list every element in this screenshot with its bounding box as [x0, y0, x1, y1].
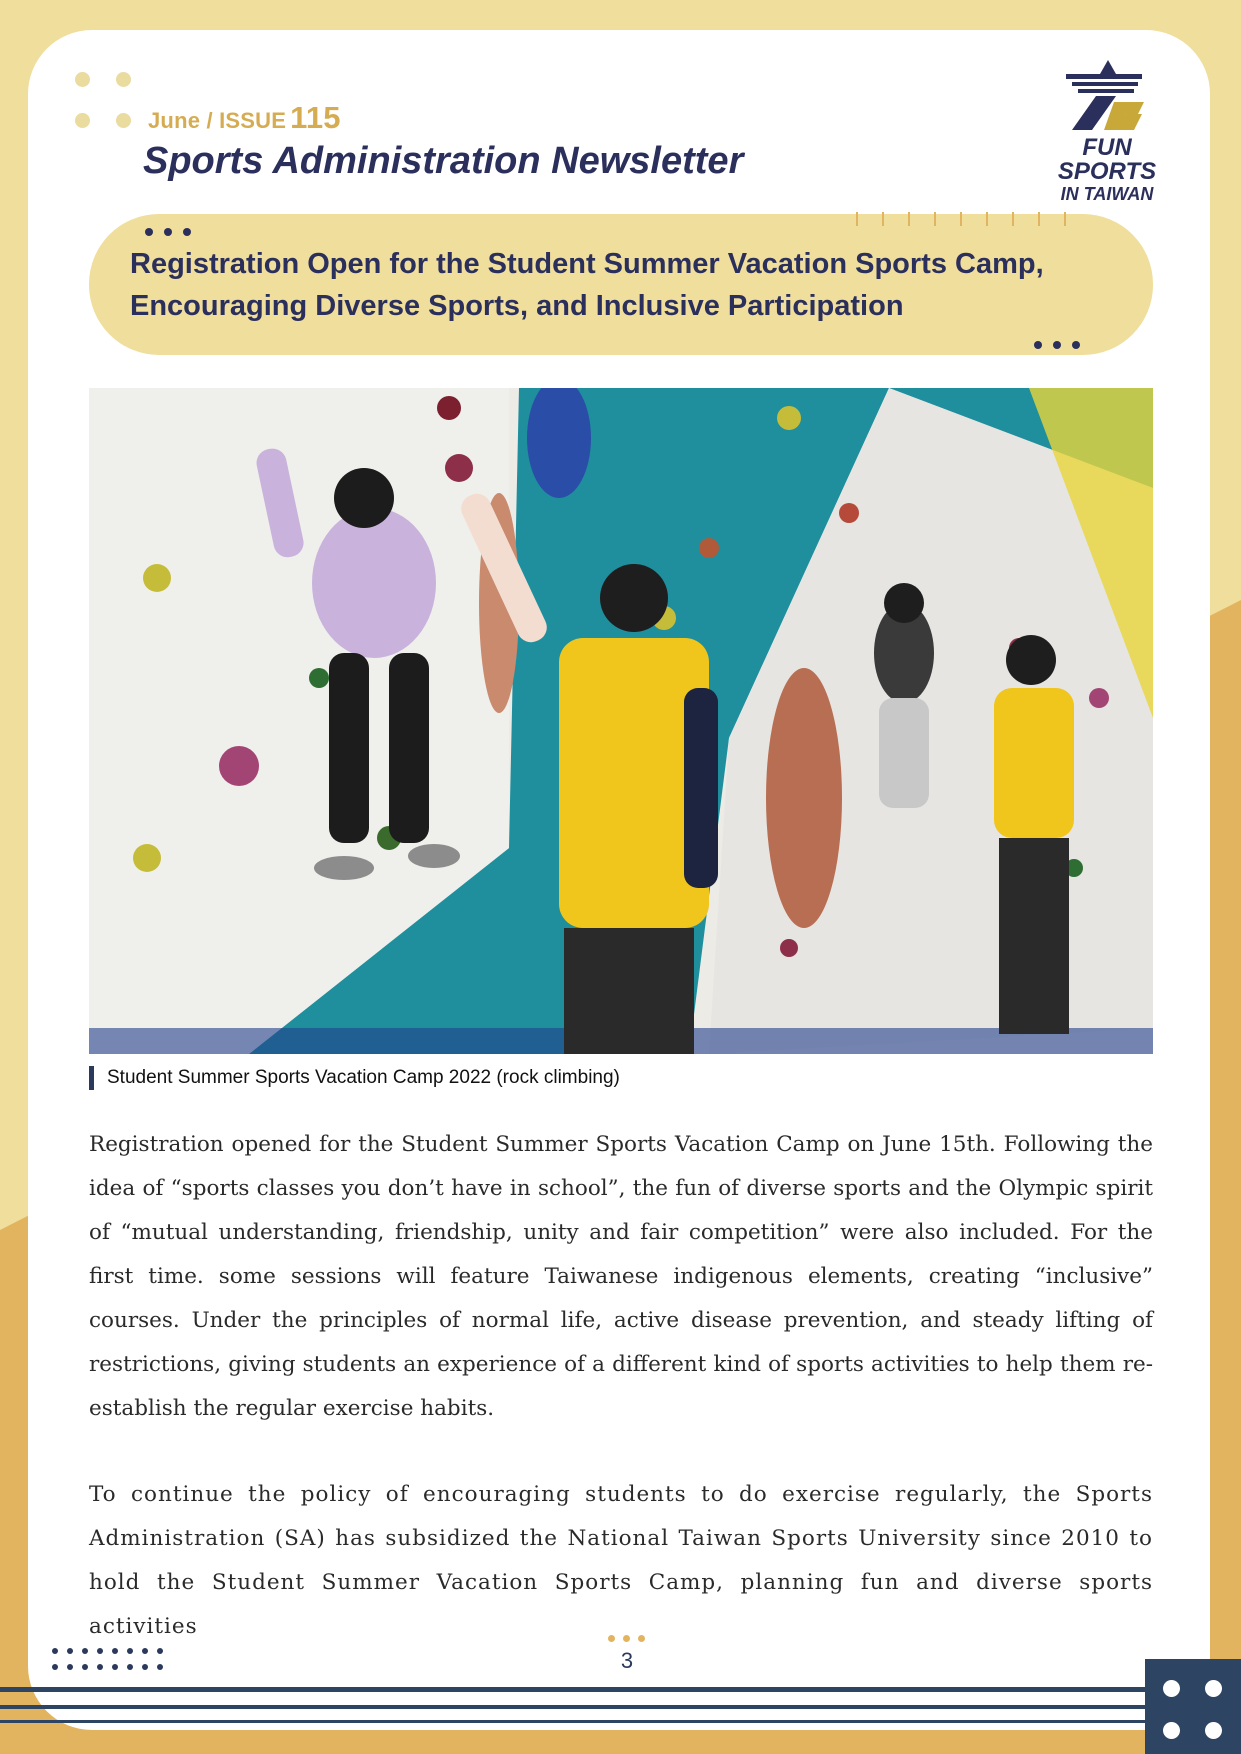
logo-line2: IN TAIWAN [1060, 184, 1154, 204]
issue-number: 115 [290, 100, 341, 135]
issue-prefix: June / ISSUE [148, 108, 287, 133]
caption-marker [89, 1066, 94, 1090]
issue-label [148, 100, 341, 136]
image-caption: Student Summer Sports Vacation Camp 2022 (rock climbing) [107, 1067, 620, 1088]
article-paragraph-2: To continue the policy of encouraging students to do exercise regularly, the Sports Administration (SA) has subsidized the National Taiwan Sports University since 2010 to hold the Student Summer Vacation Sports Camp, planning fun and diverse sports activities [89, 1482, 1153, 1639]
logo-line1: FUN SPORTS [1057, 134, 1157, 185]
headline-line1: Registration Open for the Student Summer Vacation Sports Camp, [130, 248, 1044, 280]
rock-climbing-photo [89, 388, 1153, 1054]
footer-dot-grid [50, 1645, 170, 1675]
article-headline [130, 243, 1150, 327]
logo-wordmark [1032, 136, 1182, 203]
footer-lines [0, 1680, 1241, 1730]
newsletter-title: Sports Administration Newsletter [143, 140, 744, 182]
article-paragraph-1: Registration opened for the Student Summer Sports Vacation Camp on June 15th. Following the idea of “sports classes you don’t have in school”, the fun of diverse sports and the Olympic spirit of “mutual understanding, friendship, unity and fair competition” were also included. For the first time. some sessions will feature Taiwanese indigenous elements, creating “inclusive” courses. Under the principles of normal life, active disease prevention, and steady lifting of restrictions, giving students an experience of a different kind of sports activities to help them re-establish the regular exercise habits. [89, 1132, 1153, 1421]
page-number: 3 [620, 1648, 634, 1673]
banner-ticks [850, 210, 1080, 228]
headline-line2: Encouraging Diverse Sports, and Inclusive Participation [130, 290, 904, 322]
corner-decoration [1145, 1659, 1241, 1754]
